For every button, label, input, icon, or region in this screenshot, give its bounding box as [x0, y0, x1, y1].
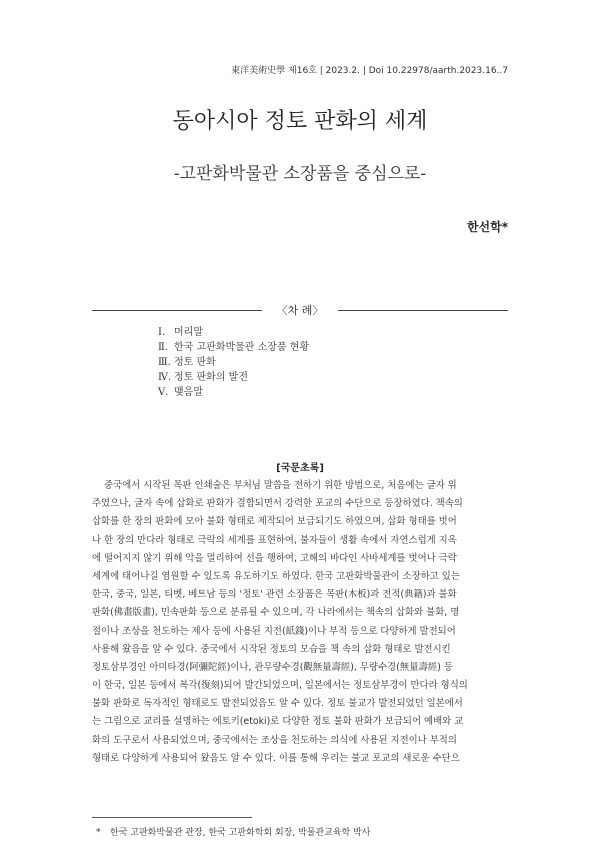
abstract-line: 화의 도구로서 사용되었으며, 중국에서는 조상을 천도하는 의식에 사용된 지전이나 부적의 [92, 734, 457, 746]
abstract-line: 세계에 태어나길 염원할 수 있도록 유도하기도 하였다. 한국 고판화박물관이 소장하고 있는 [92, 570, 460, 582]
toc-item [158, 385, 309, 400]
toc-item-label: 정토 판화의 발전 [174, 372, 248, 383]
paper-title: 동아시아 정토 판화의 세계 [172, 109, 428, 134]
abstract-line: 불화 판화로 독자적인 형태로도 발전되었음도 알 수 있다. 정토 불교가 발전되었던 일본에서 [92, 698, 463, 710]
journal-citation: 東洋美術史學 제16호 | 2023.2. | Doi 10.22978/aarth.2023.16..7 [231, 66, 508, 76]
abstract-line: 형태로 다양하게 사용되어 왔음도 알 수 있다. 이를 통해 우리는 불교 포교의 새로운 수단으 [92, 752, 460, 764]
author-name: 한선학* [466, 220, 508, 234]
abstract-heading: [국문초록] [276, 463, 324, 474]
footnote-mark: * [96, 828, 101, 838]
footnote-text: 한국 고판화박물관 관장, 한국 고판화학회 회장, 박물관교육학 박사 [110, 828, 371, 838]
footnote-rule [92, 817, 252, 818]
abstract-line: 주였으나, 글자 속에 삽화로 판화가 결합되면서 강력한 포교의 수단으로 등장하였다. 책속의 [92, 498, 463, 510]
toc-item [158, 340, 309, 355]
abstract-line: 한국, 중국, 일본, 티벳, 베트남 등의 '정토' 관련 소장품은 목판(木板)과 전적(典籍)과 불화 [92, 589, 457, 601]
toc-item-label: 정토 판화 [174, 357, 216, 368]
footnote [96, 825, 371, 838]
abstract-line: 판화(佛畫版畫), 민속판화 등으로 분류될 수 있으며, 각 나라에서는 책속의 삽화와 불화, 명 [92, 607, 460, 619]
abstract-line: 사용해 왔음을 알 수 있다. 중국에서 시작된 정토의 모습을 책 속의 삽화 형태로 발전시킨 [92, 643, 451, 655]
abstract-line: 나 한 장의 만다라 형태로 극락의 세계를 표현하여, 불자들이 생활 속에서 자연스럽게 지옥 [92, 534, 457, 546]
toc-item-label: 맺음말 [174, 387, 203, 398]
abstract-line: 에 떨어지지 않기 위해 악을 멀리하여 선을 행하여, 고해의 바다인 사바세계를 벗어나 극락 [92, 552, 457, 564]
toc-item-number: Ⅱ. [158, 342, 168, 353]
toc-item [158, 370, 309, 385]
abstract-line: 절이나 조상을 천도하는 제사 등에 사용된 지전(紙錢)이나 부적 등으로 다양하게 발전되어 [92, 625, 456, 637]
toc-item-label: 머리말 [174, 327, 203, 338]
abstract-line: 는 그림으로 교리를 설명하는 에토키(etoki)로 다양한 정토 불화 판화가 보급되어 예배와 교 [92, 716, 464, 728]
paper-subtitle: -고판화박물관 소장품을 중심으로- [173, 164, 427, 184]
toc-list [158, 325, 309, 400]
abstract-line: 중국에서 시작된 목판 인쇄술은 부처님 말씀을 전하기 위한 방법으로, 처음에는 글자 위 [104, 480, 457, 491]
toc-item-number: Ⅰ. [158, 327, 166, 338]
toc-item-label: 한국 고판화박물관 소장품 현황 [174, 342, 310, 353]
abstract-body [92, 477, 508, 768]
toc-item-number: Ⅳ. [158, 372, 172, 383]
toc-item-number: Ⅴ. [158, 387, 169, 398]
abstract-line: 정토삼부경인 아미타경(阿彌陀經)이나, 관무량수경(觀無量壽經), 무량수경(無量壽經) 등 [92, 661, 453, 673]
toc-item [158, 355, 309, 370]
toc-item [158, 325, 309, 340]
table-of-contents [92, 302, 508, 414]
abstract-line: 삽화를 한 장의 판화에 모아 불화 형태로 제작되어 보급되기도 하였으며, 삽화 형태를 벗어 [92, 516, 457, 528]
toc-heading: 〈차 례〉 [276, 304, 324, 317]
toc-item-number: Ⅲ. [158, 357, 171, 368]
abstract-line: 이 한국, 일본 등에서 복각(復刻)되어 발간되었으며, 일본에서는 정토삼부경이 만다라 형식의 [92, 680, 468, 692]
